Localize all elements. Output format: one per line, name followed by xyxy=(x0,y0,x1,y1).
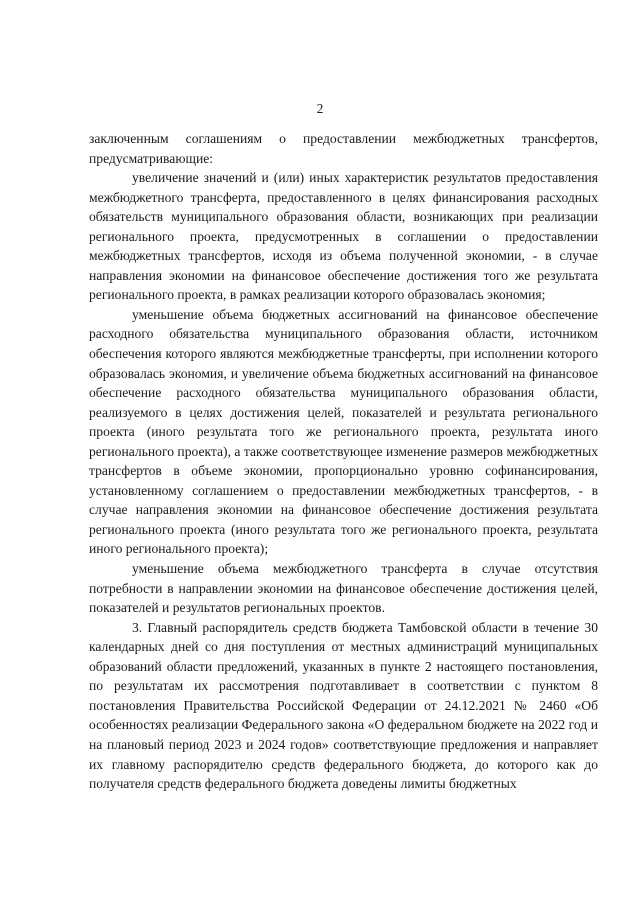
paragraph-reduce-allocations: уменьшение объема бюджетных ассигнований на финансовое обеспечение расходного обязательства муниципального образования области, источником обеспечения которого являются межбюджетные трансферты, при исполнении которого образовалась экономия, и увеличение объема бюджетных ассигнований на финансовое обеспечение расходного обязательства муниципального образования области, реализуемого в целях достижения целей, показателей и результата регионального проекта (иного результата того же регионального проекта, результата иного регионального проекта), а также соответствующее изменение размеров межбюджетных трансфертов в объеме экономии, пропорционально уровню софинансирования, установленному соглашением о предоставлении межбюджетных трансфертов, - в случае направления экономии на финансовое обеспечение достижения результата регионального проекта (иного результата того же регионального проекта, результата иного регионального проекта); xyxy=(89,306,598,557)
page-number: 2 xyxy=(316,101,324,116)
paragraph-continuation: заключенным соглашениям о предоставлении межбюджетных трансфертов, предусматривающие: xyxy=(89,131,598,166)
paragraph-item-3: 3. Главный распорядитель средств бюджета Тамбовской области в течение 30 календарных дней со дня поступления от местных администраций муниципальных образований области предложений, указанных в пункте 2 настоящего постановления, по результатам их рассмотрения подготавливает в соответствии с пунктом 8 постановления Правительства Российской Федерации от 24.12.2021 № 2460 «Об особенностях реализации Федерального закона «О федеральном бюджете на 2022 год и на плановый период 2023 и 2024 годов» соответствующие предложения и направляет их главному распорядителю средств федерального бюджета, до которого как до получателя средств федерального бюджета доведены лимиты бюджетных xyxy=(89,619,598,792)
document-body xyxy=(89,129,598,794)
paragraph-increase-results: увеличение значений и (или) иных характеристик результатов предоставления межбюджетного трансферта, предоставленного в целях финансирования расходных обязательств муниципального образования области, возникающих при реализации регионального проекта, предусмотренных в соглашении о предоставлении межбюджетных трансфертов, исходя из объема полученной экономии, - в случае направления экономии на финансовое обеспечение достижения того же результата регионального проекта, в рамках реализации которого образовалась экономия; xyxy=(89,170,598,303)
paragraph-reduce-transfer: уменьшение объема межбюджетного трансферта в случае отсутствия потребности в направлении экономии на финансовое обеспечение достижения целей, показателей и результатов региональных проектов. xyxy=(89,561,598,616)
